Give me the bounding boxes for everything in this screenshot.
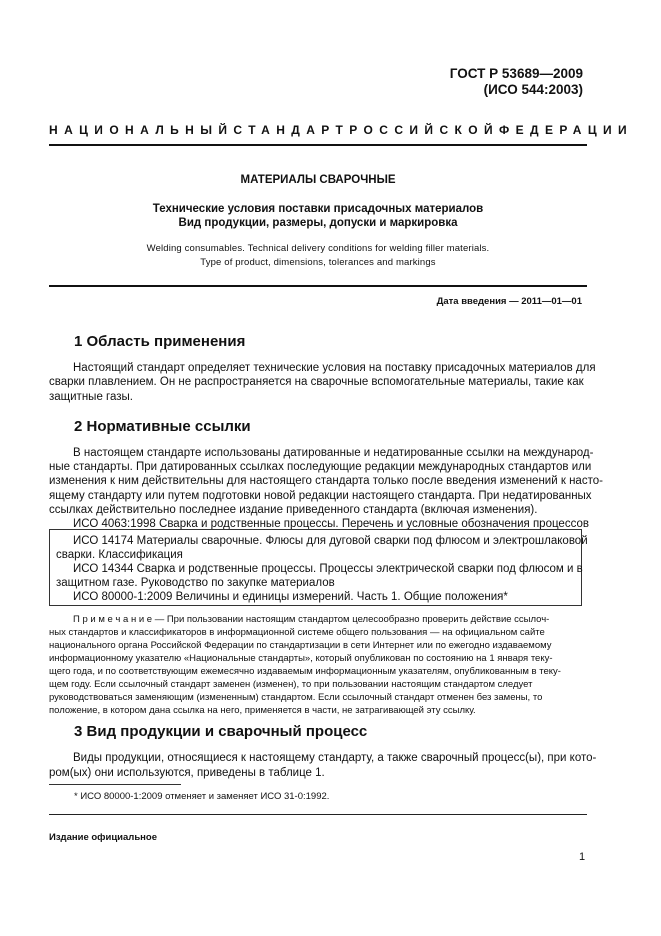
national-standard-banner <box>49 123 634 139</box>
note-line: ных стандартов и классификаторов в информационной системе общего пользования — на официальном сайте <box>49 627 545 638</box>
paragraph-line: Виды продукции, относящиеся к настоящему стандарту, а также сварочный процесс(ы), при кото- <box>73 752 597 764</box>
reference-line: защитном газе. Руководство по закупке материалов <box>56 577 335 589</box>
document-title: МАТЕРИАЛЫ СВАРОЧНЫЕ <box>240 174 396 186</box>
introduction-date: Дата введения — 2011—01—01 <box>436 296 582 307</box>
reference-line: ИСО 80000-1:2009 Величины и единицы измерений. Часть 1. Общие положения* <box>73 591 508 603</box>
paragraph-line: сварки плавлением. Он не распространяется на сварочные вспомогательные материалы, такие как <box>49 376 584 388</box>
national-word: СТАНДАРТ <box>233 123 350 137</box>
english-title: Welding consumables. Technical delivery conditions for welding filler materials. <box>146 243 490 254</box>
section-heading: 3 Вид продукции и сварочный процесс <box>74 723 368 740</box>
paragraph-line: ссылках действительно последнее издание приведенного стандарта (включая изменения). <box>49 504 538 516</box>
iso-code: (ИСО 544:2003) <box>483 82 583 97</box>
header-rule <box>49 144 587 146</box>
section-heading: 2 Нормативные ссылки <box>74 418 251 435</box>
footnote: * ИСО 80000-1:2009 отменяет и заменяет ИСО 31-0:1992. <box>74 791 330 802</box>
national-word: РОССИЙСКОЙ <box>349 123 500 137</box>
footnote-rule <box>49 784 181 785</box>
paragraph-line: В настоящем стандарте использованы датированные и недатированные ссылки на международ- <box>73 447 594 459</box>
note-line: информационному указателю «Национальные стандарты», который опубликован по состоянию на 1 января теку- <box>49 653 553 664</box>
national-word: НАЦИОНАЛЬНЫЙ <box>49 123 234 137</box>
title-rule <box>49 285 587 287</box>
document-subtitle: Технические условия поставки присадочных материалов <box>152 203 484 215</box>
note-line: П р и м е ч а н и е — При пользовании настоящим стандартом целесообразно проверить действие ссылоч- <box>73 614 550 625</box>
paragraph-line: ром(ых) они используются, приведены в таблице 1. <box>49 767 325 779</box>
section-heading: 1 Область применения <box>74 333 246 350</box>
note-line: щего года, и по соответствующим ежемесячно издаваемым информационным указателям, опубликованным в теку- <box>49 666 561 677</box>
note-line: положение, в котором дана ссылка на него, применяется в части, не затрагивающей эту ссылку. <box>49 705 476 716</box>
gost-code: ГОСТ Р 53689—2009 <box>449 66 583 81</box>
reference-line: ИСО 14174 Материалы сварочные. Флюсы для дуговой сварки под флюсом и электрошлаковой <box>73 535 588 547</box>
reference-line: сварки. Классификация <box>56 549 183 561</box>
english-title: Type of product, dimensions, tolerances and markings <box>200 257 436 268</box>
paragraph-line: ные стандарты. При датированных ссылках последующие редакции международных стандартов или <box>49 461 592 473</box>
note-line: щем году. Если ссылочный стандарт заменен (изменен), то при пользовании настоящим стандартом следует <box>49 679 533 690</box>
national-word: ФЕДЕРАЦИИ <box>499 123 634 137</box>
note-line: руководствоваться заменяющим (измененным) стандартом. Если ссылочный стандарт отменен без замены, то <box>49 692 543 703</box>
reference-line: ИСО 4063:1998 Сварка и родственные процессы. Перечень и условные обозначения процессов <box>73 518 589 530</box>
paragraph-line: изменения к ним действительны для настоящего стандарта только после введения изменений к насто- <box>49 475 603 487</box>
footer-rule <box>49 814 587 815</box>
edition-label: Издание официальное <box>49 832 157 843</box>
reference-line: ИСО 14344 Сварка и родственные процессы. Процессы электрической сварки под флюсом и в <box>73 563 583 575</box>
document-subtitle: Вид продукции, размеры, допуски и маркировка <box>178 217 458 229</box>
paragraph-line: ящему стандарту или путем подготовки новой редакции настоящего стандарта. При недатированных <box>49 490 592 502</box>
paragraph-line: Настоящий стандарт определяет технические условия на поставку присадочных материалов для <box>73 362 596 374</box>
note-line: национального органа Российской Федерации по стандартизации в сети Интернет или по ежегодно издаваемому <box>49 640 552 651</box>
paragraph-line: защитные газы. <box>49 391 133 403</box>
page-number: 1 <box>579 851 586 863</box>
